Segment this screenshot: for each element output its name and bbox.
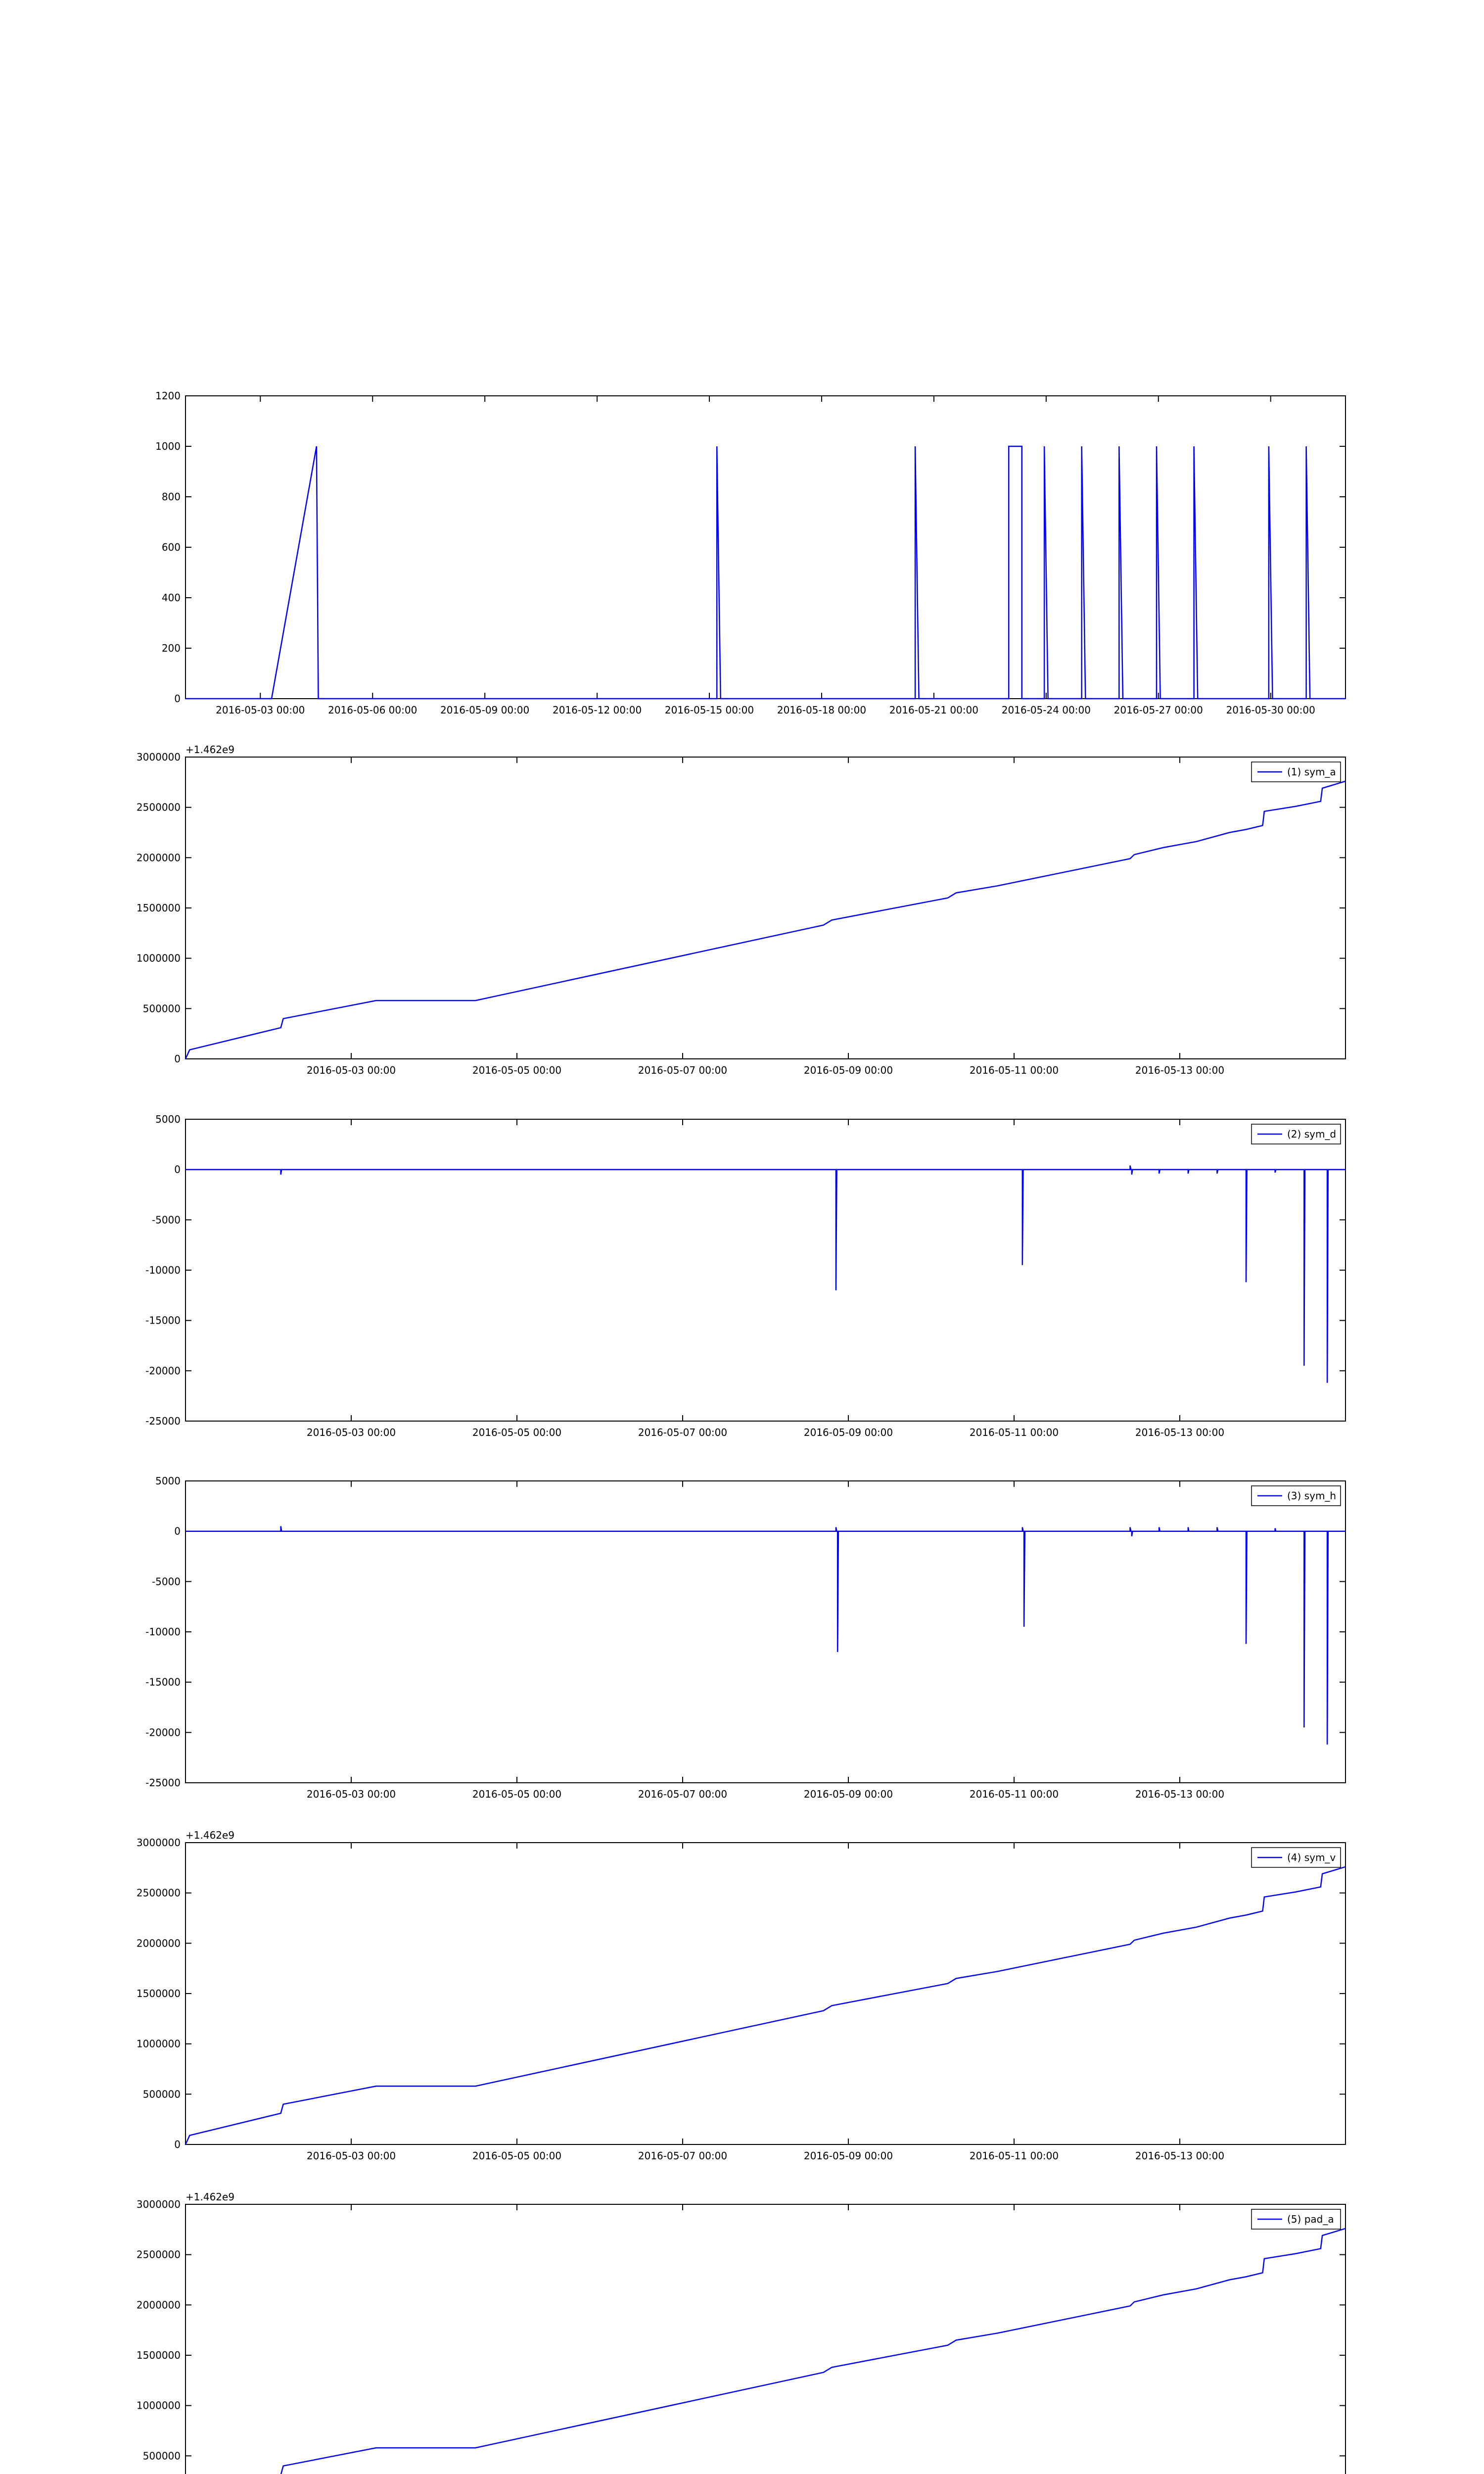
x-tick-label: 2016-05-13 00:00 [1135, 1427, 1225, 1438]
x-tick-label: 2016-05-03 00:00 [306, 2150, 396, 2162]
y-tick-label: 2000000 [136, 852, 181, 864]
chart-panel-2 [137, 744, 1345, 1076]
y-tick-label: -5000 [151, 1214, 181, 1226]
plot-area-frame [186, 1481, 1345, 1783]
x-tick-label: 2016-05-06 00:00 [328, 704, 417, 716]
y-offset-label: +1.462e9 [186, 744, 235, 756]
y-tick-label: 1200 [155, 390, 181, 402]
legend-label: (5) pad_a [1287, 2213, 1334, 2225]
y-tick-label: 2500000 [136, 1887, 181, 1899]
y-tick-label: 2000000 [136, 1937, 181, 1950]
x-tick-label: 2016-05-09 00:00 [803, 1427, 893, 1438]
y-tick-label: -15000 [145, 1676, 181, 1688]
y-tick-label: -20000 [145, 1726, 181, 1739]
y-tick-label: 200 [161, 642, 181, 654]
x-tick-label: 2016-05-07 00:00 [638, 1064, 728, 1076]
legend-label: (2) sym_d [1287, 1128, 1337, 1140]
chart-panel-3 [145, 1113, 1345, 1438]
x-tick-label: 2016-05-07 00:00 [638, 1788, 728, 1800]
plot-area-frame [186, 2204, 1345, 2474]
y-tick-label: -5000 [151, 1575, 181, 1588]
x-tick-label: 2016-05-11 00:00 [969, 1427, 1059, 1438]
y-tick-label: 1000000 [136, 2399, 181, 2412]
x-tick-label: 2016-05-21 00:00 [889, 704, 979, 716]
y-tick-label: 600 [161, 541, 181, 553]
legend-label: (1) sym_a [1287, 766, 1336, 778]
plot-area-frame [186, 1843, 1345, 2144]
y-tick-label: 0 [174, 1525, 181, 1537]
x-tick-label: 2016-05-13 00:00 [1135, 1788, 1225, 1800]
legend [1252, 2209, 1341, 2229]
x-tick-label: 2016-05-09 00:00 [803, 1064, 893, 1076]
x-tick-label: 2016-05-30 00:00 [1226, 704, 1315, 716]
y-tick-label: 500000 [142, 2450, 181, 2462]
x-tick-label: 2016-05-05 00:00 [472, 2150, 562, 2162]
x-tick-label: 2016-05-09 00:00 [440, 704, 530, 716]
x-tick-label: 2016-05-07 00:00 [638, 2150, 728, 2162]
y-tick-label: 0 [174, 1163, 181, 1176]
x-tick-label: 2016-05-18 00:00 [777, 704, 867, 716]
x-tick-label: 2016-05-03 00:00 [306, 1064, 396, 1076]
y-tick-label: 1000000 [136, 952, 181, 964]
y-tick-label: 3000000 [136, 1837, 181, 1849]
y-tick-label: 400 [161, 592, 181, 604]
chart-panel-4 [145, 1475, 1345, 1800]
legend [1252, 1848, 1341, 1867]
y-tick-label: -25000 [145, 1777, 181, 1789]
y-tick-label: 2500000 [136, 801, 181, 813]
x-tick-label: 2016-05-11 00:00 [969, 2150, 1059, 2162]
y-tick-label: 1000 [155, 440, 181, 452]
y-tick-label: 0 [174, 1053, 181, 1065]
legend [1252, 1124, 1341, 1144]
legend-label: (4) sym_v [1287, 1852, 1336, 1863]
y-offset-label: +1.462e9 [186, 1829, 235, 1841]
y-tick-label: 3000000 [136, 2198, 181, 2210]
x-tick-label: 2016-05-03 00:00 [216, 704, 305, 716]
y-tick-label: 800 [161, 491, 181, 503]
y-tick-label: 500000 [142, 1002, 181, 1015]
y-tick-label: 500000 [142, 2088, 181, 2100]
plot-area-frame [186, 1119, 1345, 1421]
x-tick-label: 2016-05-09 00:00 [803, 2150, 893, 2162]
chart-panel-1 [155, 390, 1345, 716]
x-tick-label: 2016-05-24 00:00 [1001, 704, 1091, 716]
legend [1252, 762, 1341, 782]
chart-panel-6 [137, 2191, 1345, 2474]
y-tick-label: 3000000 [136, 751, 181, 763]
legend-label: (3) sym_h [1287, 1490, 1337, 1502]
y-tick-label: 1000000 [136, 2038, 181, 2050]
chart-panel-5 [137, 1829, 1345, 2162]
y-tick-label: 1500000 [136, 902, 181, 914]
x-tick-label: 2016-05-05 00:00 [472, 1064, 562, 1076]
y-tick-label: 2500000 [136, 2248, 181, 2261]
x-tick-label: 2016-05-09 00:00 [803, 1788, 893, 1800]
y-tick-label: 0 [174, 693, 181, 705]
x-tick-label: 2016-05-07 00:00 [638, 1427, 728, 1438]
y-tick-label: -10000 [145, 1264, 181, 1276]
legend [1252, 1486, 1341, 1506]
x-tick-label: 2016-05-13 00:00 [1135, 2150, 1225, 2162]
x-tick-label: 2016-05-12 00:00 [552, 704, 642, 716]
y-tick-label: 0 [174, 2139, 181, 2150]
y-tick-label: 5000 [155, 1113, 181, 1125]
y-tick-label: -20000 [145, 1365, 181, 1377]
y-tick-label: 2000000 [136, 2299, 181, 2311]
y-tick-label: 1500000 [136, 1988, 181, 1999]
x-tick-label: 2016-05-27 00:00 [1113, 704, 1203, 716]
x-tick-label: 2016-05-13 00:00 [1135, 1064, 1225, 1076]
x-tick-label: 2016-05-11 00:00 [969, 1064, 1059, 1076]
y-tick-label: -25000 [145, 1415, 181, 1427]
x-tick-label: 2016-05-03 00:00 [306, 1788, 396, 1800]
y-tick-label: 1500000 [136, 2349, 181, 2361]
y-offset-label: +1.462e9 [186, 2191, 235, 2203]
x-tick-label: 2016-05-05 00:00 [472, 1788, 562, 1800]
x-tick-label: 2016-05-11 00:00 [969, 1788, 1059, 1800]
y-tick-label: -10000 [145, 1626, 181, 1638]
x-tick-label: 2016-05-15 00:00 [664, 704, 754, 716]
y-tick-label: -15000 [145, 1314, 181, 1327]
plot-area-frame [186, 757, 1345, 1059]
x-tick-label: 2016-05-03 00:00 [306, 1427, 396, 1438]
y-tick-label: 5000 [155, 1475, 181, 1487]
x-tick-label: 2016-05-05 00:00 [472, 1427, 562, 1438]
plot-area-frame [186, 396, 1345, 699]
